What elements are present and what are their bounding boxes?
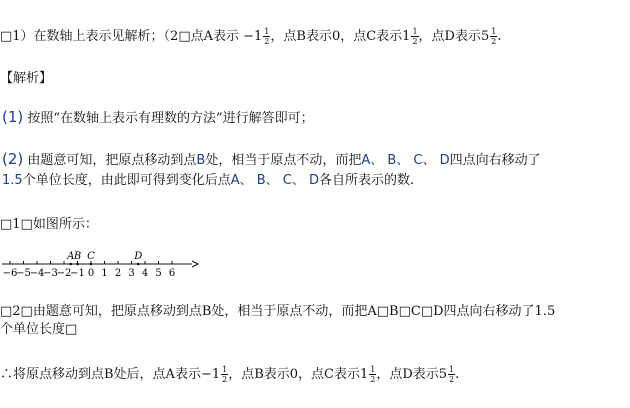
- tick-label: −6: [2, 268, 18, 279]
- answer-line: [0, 27, 501, 46]
- answer-part4: .: [497, 29, 502, 44]
- number-line: [0, 250, 200, 284]
- conclusion-part1: ∴将原点移动到点B处后，点A表示−1: [0, 367, 221, 382]
- step2-text-e: 各自所表示的数.: [319, 173, 415, 188]
- step2-number: (2): [2, 150, 24, 168]
- fraction-c: $\frac{1}{2}$: [412, 27, 418, 46]
- point-label: A: [67, 251, 75, 262]
- step2-text-b: 处，相当于原点不动，而把: [205, 153, 362, 168]
- conclusion-part4: .: [455, 367, 460, 382]
- conclusion-part3: ，点D表示5: [376, 367, 448, 382]
- answer-part3: ，点D表示5: [418, 29, 490, 44]
- answer-part2: ，点B表示0，点C表示1: [270, 29, 411, 44]
- tick-label: 5: [155, 268, 162, 279]
- solution1: □1□如图所示：: [0, 217, 98, 232]
- axis-arrow-icon: [192, 261, 198, 267]
- step2-line2: [2, 172, 414, 190]
- point-label: D: [134, 251, 143, 262]
- point-label: B: [73, 251, 82, 262]
- step1-text: 按照“在数轴上表示有理数的方法”进行解答即可；: [27, 111, 314, 126]
- fraction-a: $\frac{1}{2}$: [264, 27, 270, 46]
- step2-points: A、 B、 C、 D: [361, 153, 450, 168]
- conclusion-part2: ，点B表示0，点C表示1: [228, 367, 369, 382]
- step2-line1: [2, 150, 541, 170]
- step1-number: (1): [2, 108, 24, 126]
- tick-label: 6: [168, 268, 176, 279]
- tick-label: −3: [43, 268, 58, 279]
- step2-points2: A、 B、 C、 D: [230, 173, 319, 188]
- answer-part1: □1）在数轴上表示见解析；（2□点A表示 −1: [0, 29, 263, 44]
- point-marker: [90, 263, 93, 266]
- conclusion-fraction-d: $\frac{1}{2}$: [449, 365, 455, 384]
- point-marker: [76, 263, 79, 266]
- step1-line: [2, 108, 314, 128]
- tick-label: 4: [141, 268, 149, 279]
- section-title: 【解析】: [0, 71, 53, 86]
- point-marker: [69, 263, 72, 266]
- conclusion-fraction-a: $\frac{1}{2}$: [222, 365, 228, 384]
- step2-text-d: 个单位长度，由此即可得到变化后点: [22, 173, 231, 188]
- conclusion-line: [0, 365, 459, 384]
- tick-label: 1: [101, 268, 108, 279]
- fraction-d: $\frac{1}{2}$: [491, 27, 497, 46]
- solution2-line2: 个单位长度□: [0, 322, 78, 337]
- tick-label: −5: [16, 268, 31, 279]
- step2-text-c: 四点向右移动了: [449, 153, 541, 168]
- point-marker: [137, 263, 140, 266]
- step2-text-a: 由题意可知，把原点移动到点: [27, 153, 197, 168]
- point-label: C: [87, 251, 95, 262]
- conclusion-fraction-c: $\frac{1}{2}$: [370, 365, 376, 384]
- step2-point-b: B: [196, 153, 206, 168]
- tick-label: 3: [128, 268, 135, 279]
- solution2-line1: □2□由题意可知，把原点移动到点B处，相当于原点不动，而把A□B□C□D四点向右移动了1.5: [0, 304, 556, 319]
- step2-num: 1.5: [2, 173, 23, 188]
- tick-label: −1: [70, 268, 85, 279]
- tick-label: 0: [87, 268, 95, 279]
- tick-label: −4: [29, 268, 45, 279]
- tick-label: −2: [56, 268, 72, 279]
- tick-label: 2: [114, 268, 122, 279]
